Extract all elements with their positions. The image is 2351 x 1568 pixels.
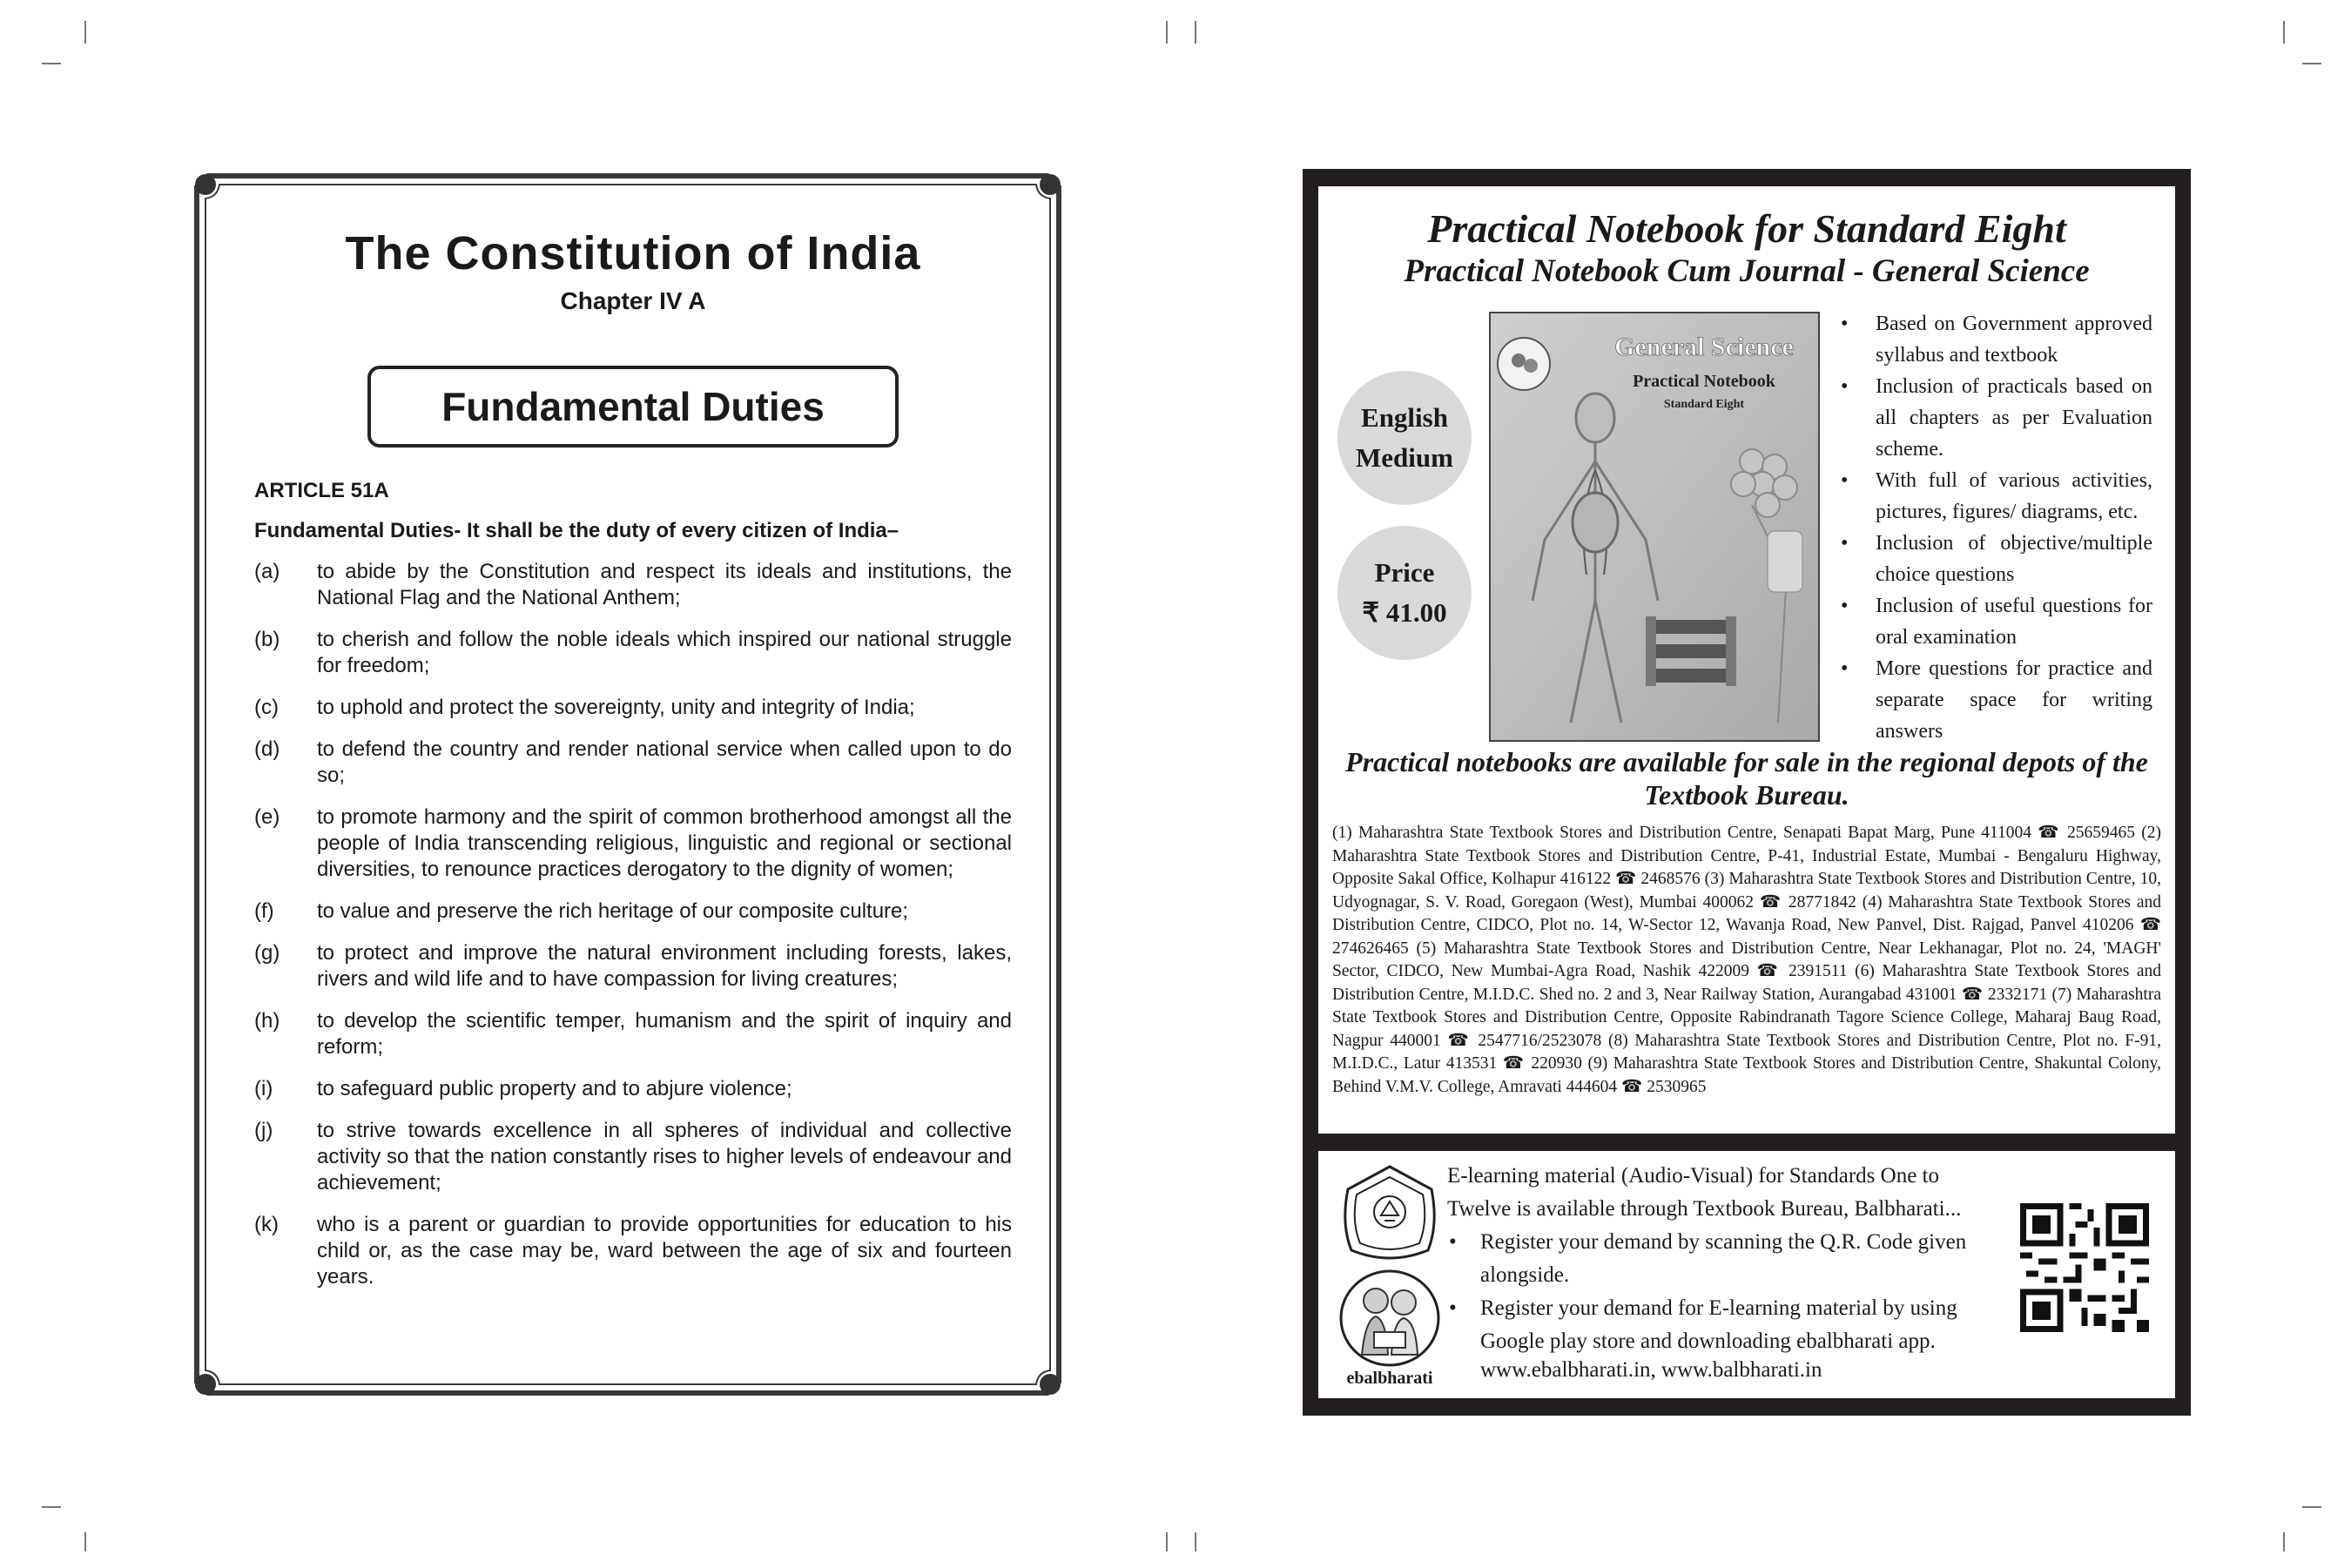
- chapter-label: Chapter IV A: [560, 287, 706, 314]
- crop-mark: [42, 63, 61, 64]
- duty-mark: (j): [254, 1119, 273, 1142]
- boxed-heading: Fundamental Duties: [367, 366, 899, 448]
- duty-text: who is a parent or guardian to provide opportunities for education to his child or, as the case may be, ward between the age of six and fourteen years.: [317, 1213, 1012, 1289]
- feature-item: • With full of various activities, pictures, figures/ diagrams, etc.: [1839, 465, 2152, 528]
- price-badge: [1337, 526, 1472, 660]
- duty-item: [254, 940, 1012, 993]
- price-label: Price: [1374, 557, 1435, 588]
- crop-mark: [2302, 63, 2321, 64]
- article-label: ARTICLE 51A: [254, 479, 389, 502]
- medium-line1: English: [1361, 402, 1448, 433]
- duty-mark: (e): [254, 805, 280, 829]
- duty-mark: (k): [254, 1213, 279, 1236]
- duty-mark: (i): [254, 1077, 273, 1100]
- duty-item: [254, 737, 1012, 789]
- feature-item: • Inclusion of useful questions for oral examination: [1839, 590, 2152, 653]
- page-title: The Constitution of India: [345, 227, 921, 279]
- duty-mark: (c): [254, 696, 279, 719]
- elearning-point: • Register your demand by scanning the Q.R. Code given alongside.: [1447, 1226, 2001, 1292]
- duty-mark: (f): [254, 899, 274, 923]
- elearning-point: • Register your demand for E-learning material by using Google play store and downloading ebalbharati app.: [1447, 1292, 2001, 1358]
- duty-item: [254, 1076, 1012, 1102]
- duty-mark: (h): [254, 1009, 280, 1033]
- elearning-intro: E-learning material (Audio-Visual) for Standards One to Twelve is available through Textbook Bureau, Balbharati...: [1447, 1164, 1962, 1221]
- depot-addresses: (1) Maharashtra State Textbook Stores and Distribution Centre, Senapati Bapat Marg, Pune 411004 ☎ 25659465 (2) Maharashtra State Textbook Stores and Distribution Centre, P-41, Industrial Estate, Mumbai - Bengaluru Highway, Opposite Sakal Office, Kolhapur 416122 ☎ 2468576 (3) Maharashtra State Textbook Stores and Distribution Centre, 10, Udyognagar, S. V. Road, Goregaon (West), Mumbai 400062 ☎ 28771842 (4) Maharashtra State Textbook Stores and Distribution Centre, CIDCO, Plot no. 14, W-Sector 12, Wavanja Road, New Panvel, Dist. Rajgad, Panvel 410206 ☎ 274626465 (5) Maharashtra State Textbook Stores and Distribution Centre, Near Lekhanagar, Plot no. 24, 'MAGH' Sector, CIDCO, New Mumbai-Agra Road, Nashik 422009 ☎ 2391511 (6) Maharashtra State Textbook Stores and Distribution Centre, M.I.D.C. Shed no. 2 and 3, Near Railway Station, Aurangabad 431001 ☎ 2332171 (7) Maharashtra State Textbook Stores and Distribution Centre, Opposite Rabindranath Tagore Science College, Maharaj Baug Road, Nagpur 440001 ☎ 2547716/2523078 (8) Maharashtra State Textbook Stores and Distribution Centre, Plot no. F-91, M.I.D.C., Latur 413531 ☎ 220930 (9) Maharashtra State Textbook Stores and Distribution Centre, Shakuntal Colony, Behind V.M.V. College, Amravati 444604 ☎ 2530965: [1332, 824, 2161, 1096]
- duty-text: to value and preserve the rich heritage of our composite culture;: [317, 899, 909, 923]
- crop-mark: [2283, 1532, 2285, 1551]
- crop-mark: [1195, 1532, 1196, 1551]
- crop-mark: [42, 1506, 61, 1508]
- sale-heading: Practical notebooks are available for sale in the regional depots of the Textbook Bureau.: [1345, 746, 2148, 811]
- crop-mark: [1166, 1532, 1168, 1551]
- duty-text: to cherish and follow the noble ideals which inspired our national struggle for freedom;: [317, 628, 1012, 677]
- crop-mark: [84, 1532, 86, 1551]
- duty-text: to protect and improve the natural environment including forests, lakes, rivers and wild life and to have compassion for living creatures;: [317, 941, 1012, 991]
- crop-mark: [84, 21, 86, 44]
- duty-item: [254, 559, 1012, 611]
- crop-mark: [1195, 21, 1196, 44]
- duty-text: to abide by the Constitution and respect its ideals and institutions, the National Flag and the National Anthem;: [317, 560, 1012, 609]
- price-value: ₹ 41.00: [1362, 597, 1447, 628]
- ebalbharati-caption: ebalbharati: [1346, 1369, 1433, 1388]
- duty-text: to promote harmony and the spirit of common brotherhood amongst all the people of India transcending religious, linguistic and regional or sectional diversities, to renounce practices derogatory to the dignity of women;: [317, 805, 1012, 881]
- medium-line2: Medium: [1356, 442, 1453, 473]
- constitution-page: [185, 164, 1071, 1405]
- duty-item: [254, 695, 1012, 721]
- duty-item: [254, 1118, 1012, 1196]
- duty-mark: (g): [254, 941, 280, 965]
- duties-list: [254, 559, 1012, 1290]
- duty-mark: (a): [254, 560, 280, 583]
- feature-item: • Inclusion of practicals based on all chapters as per Evaluation scheme.: [1839, 371, 2152, 465]
- elearning-points: [1447, 1226, 2001, 1358]
- notebook-cover-image: [1489, 312, 1820, 742]
- duty-item: [254, 898, 1012, 925]
- crop-mark: [2302, 1506, 2321, 1508]
- crop-mark: [1166, 21, 1168, 44]
- ebalbharati-children-icon: [1336, 1268, 1444, 1369]
- preamble: Fundamental Duties- It shall be the duty of every citizen of India–: [254, 519, 899, 542]
- duty-item: [254, 627, 1012, 679]
- medium-badge: [1337, 371, 1472, 505]
- feature-item: • Inclusion of objective/multiple choice questions: [1839, 528, 2152, 590]
- feature-item: • More questions for practice and separate space for writing answers: [1839, 653, 2152, 747]
- cover-standard: Standard Eight: [1663, 398, 1745, 411]
- cover-title: General Science: [1614, 333, 1794, 361]
- notebook-advert: [1303, 169, 2191, 1416]
- duty-text: to safeguard public property and to abjure violence;: [317, 1077, 792, 1100]
- advert-main-panel: [1318, 186, 2175, 1134]
- duty-mark: (d): [254, 737, 280, 761]
- duty-text: to uphold and protect the sovereignty, unity and integrity of India;: [317, 696, 915, 719]
- feature-list: [1839, 308, 2152, 747]
- advert-title: Practical Notebook for Standard Eight: [1427, 206, 2066, 251]
- feature-item: • Based on Government approved syllabus and textbook: [1839, 308, 2152, 371]
- crop-mark: [2283, 21, 2285, 44]
- cover-subtitle: Practical Notebook: [1633, 372, 1775, 391]
- balbharati-seal-icon: [1336, 1163, 1444, 1266]
- elearning-panel: [1318, 1151, 2175, 1398]
- duty-item: [254, 1008, 1012, 1060]
- duty-text: to defend the country and render national service when called upon to do so;: [317, 737, 1012, 787]
- duty-item: [254, 804, 1012, 883]
- qr-code-icon[interactable]: [2020, 1203, 2149, 1332]
- duty-item: [254, 1212, 1012, 1290]
- duty-mark: (b): [254, 628, 280, 651]
- duty-text: to strive towards excellence in all spheres of individual and collective activity so that the nation constantly rises to higher levels of endeavour and achievement;: [317, 1119, 1012, 1195]
- website-links: www.ebalbharati.in, www.balbharati.in: [1480, 1358, 1822, 1382]
- advert-subtitle: Practical Notebook Cum Journal - General Science: [1404, 253, 2090, 289]
- duty-text: to develop the scientific temper, humanism and the spirit of inquiry and reform;: [317, 1009, 1012, 1059]
